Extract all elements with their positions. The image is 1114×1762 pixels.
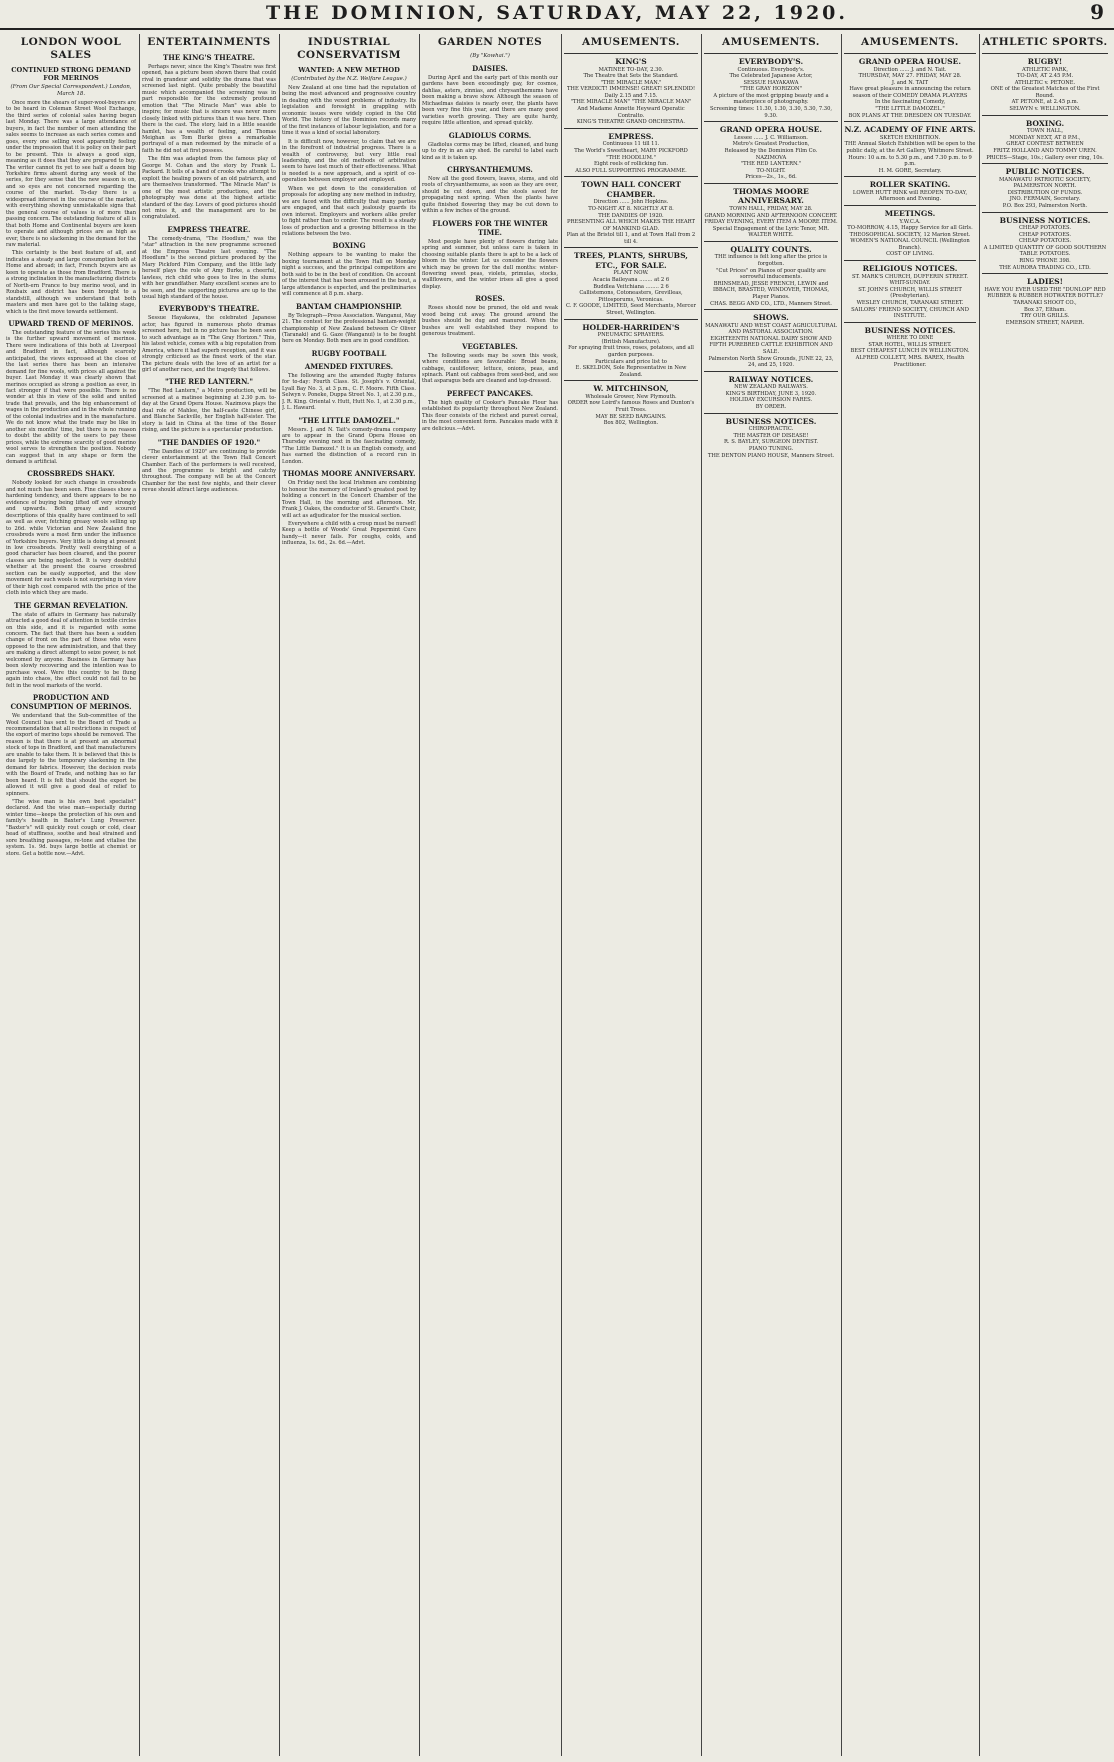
ad-line: CHIROPRACTIC. bbox=[748, 426, 794, 433]
ad-heading: KING'S bbox=[615, 57, 647, 66]
ad-line: Plan at the Bristol till 1, and at Town Hall from 2 till 4. bbox=[566, 232, 696, 245]
column-byline: (By "Kowhai.") bbox=[470, 53, 510, 59]
ad-line: ALFRED COLLETT, MRS. BAREX, Health Practitioner. bbox=[855, 355, 965, 368]
ad-line: FRITZ HOLLAND AND TOMMY UREN. bbox=[993, 147, 1097, 154]
column-amuse3 bbox=[844, 34, 976, 1756]
ad-line: E. SKELDON, Sole Representative in New Zealand. bbox=[575, 365, 687, 378]
ad-line: MATINEE TO-DAY, 2.30. bbox=[598, 66, 664, 73]
ad-heading: THOMAS MOORE ANNIVERSARY. bbox=[733, 186, 809, 206]
ad-line: THURSDAY, MAY 27. FRIDAY, MAY 28. bbox=[858, 73, 962, 80]
ad-line: NEW ZEALAND RAILWAYS. bbox=[734, 384, 808, 391]
column-heading: AMUSEMENTS. bbox=[861, 36, 959, 48]
section-heading: GLADIOLUS CORMS. bbox=[448, 130, 532, 140]
ad-line: H. M. GORE, Secretary. bbox=[878, 167, 942, 174]
ad-line: TO-NIGHT. bbox=[756, 167, 786, 174]
column-garden bbox=[422, 34, 558, 1756]
advertisement bbox=[564, 247, 698, 318]
ad-line: Y.W.C.A. bbox=[899, 218, 921, 225]
section-heading: CHRYSANTHEMUMS. bbox=[447, 164, 533, 174]
ad-line: "THE MIRACLE MAN." bbox=[600, 79, 662, 86]
article-paragraph: This certainty is the best feature of all, and indicates a steady and large consumption both at Home and abroad; in fact, French buyers are as keen to operate as those from Bradford. There is a strong inclination in the manufacturing districts of North-ern France to buy merino wool, and in Roubaix and district has been brought to a standstill, although we understand that both masters and men have got to the talking stage, which is the first move towards settlement. bbox=[6, 250, 136, 315]
ad-line: WHERE TO DINE bbox=[886, 335, 934, 342]
ad-line: Callistemons, Cotoneasters, Grevilleas, Pittosporums, Veronicas. bbox=[579, 290, 683, 303]
column-ent bbox=[142, 34, 276, 1756]
ad-line: TOWN HALL, bbox=[1026, 128, 1064, 135]
section-heading: "THE RED LANTERN." bbox=[164, 377, 254, 387]
ad-line: Lessee ...... J. C. Williamson. bbox=[734, 134, 808, 141]
advertisement bbox=[704, 183, 838, 241]
ad-heading: SHOWS. bbox=[753, 313, 789, 323]
masthead bbox=[0, 0, 1114, 30]
ad-line: "THE LITTLE DAMOZEL." bbox=[875, 106, 945, 113]
ad-line: TO-MORROW, 4.15, Happy Service for all Girls. bbox=[847, 225, 973, 232]
article-paragraph: When we get down to the consideration of proposals for adopting any new method in industry, we are faced with the difficulty that many parties are engaged, and that each jealously guards its own interest. Employers and workers alike prefer to fight rather than to confer. The result is a steady loss of production and a growing bitterness in the relations between the two. bbox=[282, 185, 416, 237]
ad-line: KING'S THEATRE GRAND ORCHESTRA. bbox=[576, 119, 686, 126]
ad-heading: EMPRESS. bbox=[608, 131, 654, 141]
column-rule bbox=[841, 34, 842, 1756]
ad-line: ATHLETIC v. PETONE. bbox=[1014, 79, 1076, 86]
advertisement bbox=[564, 53, 698, 128]
section-heading: CROSSBREDS SHAKY. bbox=[27, 469, 115, 479]
article-paragraph: Sessue Hayakawa, the celebrated Japanese actor, has figured in numerous photo dramas screened here, but in no picture has he been seen to such advantage as in "The Gray Horizon." This, his latest vehicle, comes with a big reputation from America, where it had superb reception, and it was strongly criticised as the finest work of the star. The picture deals with the love of an artist for a girl of another race, and the tragedy that follows. bbox=[142, 315, 276, 374]
article-paragraph: "The Dandies of 1920" are continuing to provide clever entertainment at the Town Hall Concert Chamber. Each of the performers is well received, and the programme is bright and catchy throughout. The company will be at the Concert Chamber for the next few nights, and their clever revue should attract large audiences. bbox=[142, 448, 276, 494]
ad-line: ST. MARK'S CHURCH, DUFFERIN STREET. bbox=[851, 273, 969, 280]
ad-line: Buddlea Veitchiana ........ 2 6 bbox=[593, 283, 669, 290]
advertisement bbox=[844, 53, 976, 121]
advertisement bbox=[982, 53, 1108, 115]
article-paragraph: Most people have plenty of flowers during late spring and summer, but unless care is taken in choosing suitable plants there is apt to be a lack of bloom in the winter. Let us consider the flowers which may be grown for the dull months: winter-flowering sweet peas, violets, primulas, stocks, wallflowers, and the winter irises all give a good display. bbox=[422, 238, 558, 290]
advertisement bbox=[564, 319, 698, 381]
column-amuse2 bbox=[704, 34, 838, 1756]
ad-line: Continuous 11 till 11. bbox=[602, 141, 660, 148]
advertisement bbox=[982, 115, 1108, 163]
ad-line: Direction ...... John Hopkins. bbox=[593, 199, 669, 206]
ad-line: WESLEY CHURCH, TARANAKI STREET. bbox=[856, 299, 964, 306]
ad-line: For spraying fruit trees, roses, potatoes, and all garden purposes. bbox=[568, 345, 694, 358]
ad-line: NAZIMOVA bbox=[755, 154, 787, 161]
article-paragraph: Roses should now be pruned, the old and weak wood being cut away. The ground around the bushes should be dug and manured. When the bushes are well established they respond to generous treatment. bbox=[422, 305, 558, 338]
article-paragraph: The following seeds may be sown this week, where conditions are favourable: Broad beans, cabbage, cauliflower, lettuce, onions, peas, and spinach. Plant out cabbages from seed-bed, and see that asparagus beds are cleaned and top-dressed. bbox=[422, 352, 558, 385]
section-heading: EMPRESS THEATRE. bbox=[167, 224, 251, 234]
article-paragraph: The film was adapted from the famous play of George M. Cohan and the story by Frank L. Packard. It tells of a band of crooks who attempt to exploit the healing powers of an old patriarch, and are themselves transformed. "The Miracle Man" is one of the most artistic productions, and the photography was done at the highest artistic standard of the day. Lovers of good pictures should not miss it, and the management are to be congratulated. bbox=[142, 156, 276, 221]
ad-line: TOWN HALL, FRIDAY, MAY 28. bbox=[729, 205, 813, 212]
ad-heading: TOWN HALL CONCERT CHAMBER. bbox=[580, 180, 682, 199]
column-rule bbox=[701, 34, 702, 1756]
ad-heading: RELIGIOUS NOTICES. bbox=[862, 264, 958, 274]
column-wool bbox=[6, 34, 136, 1756]
section-heading: EVERYBODY'S THEATRE. bbox=[158, 304, 260, 314]
advertisement bbox=[564, 380, 698, 428]
ad-line: MANAWATU PATRIOTIC SOCIETY, PALMERSTON NORTH. bbox=[999, 176, 1091, 190]
ad-heading: BUSINESS NOTICES. bbox=[999, 215, 1091, 225]
article-paragraph: The state of affairs in Germany has naturally attracted a good deal of attention in textile circles on this side, and it is regarded with some concern. The fact that there has been a sudden change of front on the part of those who were opposed to the new administration, and that they are making a direct attempt to seize power, is not welcomed by anyone. Business in Germany has been slowly recovering and the intention was to purchase wool. Were this country to be flung again into chaos, the effect could not fail to be felt in the wool markets of the world. bbox=[6, 611, 136, 689]
section-heading: BOXING bbox=[332, 241, 366, 251]
advertisement bbox=[982, 163, 1108, 211]
advertisement bbox=[844, 121, 976, 176]
ad-line: Have great pleasure in announcing the return season of their COMEDY DRAMA PLAYERS bbox=[849, 86, 971, 99]
column-rule bbox=[419, 34, 420, 1756]
advertisement bbox=[982, 273, 1108, 328]
ad-line: SAILORS' FRIEND SOCIETY, CHURCH AND INSTITUTE. bbox=[851, 306, 969, 320]
article-paragraph: The outstanding feature of the series this week is the further upward movement of merinos. There were indications of this both at Liverpool and Bradford in fact, although scarcely anticipated, the views expressed at the close of the last series there has been an intensive demand for fine wools, with prices all against the buyer. Last Monday it was clearly shown that merinos occupied as strong a position as ever, in fact stronger if that were possible. There is no wonder at this in view of the solid and united trade that prevails, and the big enhancement of wages in the production and in the whole running of the colonial industries and in the manufacture. We do not know what the trade may be like in another six months' time, but there is no reason to doubt the ability of the users to pay these prices, while the extreme scarcity of good merino wool serves to strengthen the position. Nobody can suggest that in any shape or form the demand is artificial. bbox=[6, 329, 136, 466]
ad-line: Acacia Baileyana ........ at 2 6 bbox=[592, 277, 670, 284]
ad-heading: BOXING. bbox=[1025, 118, 1065, 128]
ad-line: LOWER HUTT RINK will REOPEN TO-DAY, Afternoon and Evening. bbox=[852, 189, 968, 203]
ad-heading: RAILWAY NOTICES. bbox=[728, 374, 814, 384]
ad-heading: RUGBY! bbox=[1027, 57, 1063, 66]
ad-line: PRICES—Stage, 10s.; Gallery over ring, 10s. bbox=[986, 154, 1104, 161]
ad-line: TARANAKI SHOOT CO., bbox=[1013, 299, 1077, 306]
ad-line: WOMEN'S NATIONAL COUNCIL (Wellington Branch). bbox=[850, 238, 970, 251]
advertisement bbox=[704, 413, 838, 461]
ad-line: (British Manufacture). bbox=[601, 338, 661, 345]
advertisement bbox=[564, 176, 698, 247]
column-subheading: CONTINUED STRONG DEMAND FOR MERINOS bbox=[11, 66, 131, 82]
column-subheading: WANTED: A NEW METHOD bbox=[298, 66, 400, 74]
column-rule bbox=[279, 34, 280, 1756]
ad-line: J. and N. TAIT bbox=[891, 79, 929, 86]
ad-line: PNEUMATIC SPRAYERS. bbox=[597, 332, 665, 339]
ad-line: SESSUE HAYAKAWA bbox=[743, 79, 799, 86]
ad-heading: W. MITCHINSON, bbox=[593, 384, 669, 394]
ad-line: ORDER now Loird's famous Roses and Dunton's Fruit Trees. bbox=[567, 400, 695, 413]
ad-line: Wholesale Grower, New Plymouth. bbox=[585, 393, 677, 400]
ad-line: TO-DAY, AT 2.45 P.M. bbox=[1016, 73, 1074, 80]
ad-line: "THE HOODLUM." bbox=[606, 154, 656, 161]
column-heading: AMUSEMENTS. bbox=[582, 36, 680, 48]
ad-line: THE DANDIES OF 1920. bbox=[598, 212, 664, 219]
column-heading: LONDON WOOL SALES bbox=[20, 36, 122, 61]
ad-heading: EVERYBODY'S. bbox=[738, 57, 804, 66]
ad-line: Particulars and price list to bbox=[595, 358, 667, 365]
ad-line: Released by the Dominion Film Co. bbox=[724, 147, 818, 154]
ad-line: FRIDAY EVENING, EVERY ITEM A MOORE ITEM. bbox=[704, 219, 838, 226]
ad-line: "Cut Prices" on Pianos of poor quality are sorrowful inducements. bbox=[716, 267, 826, 281]
ad-line: THE influence is felt long after the price is forgotten. bbox=[714, 254, 828, 267]
ad-heading: BUSINESS NOTICES. bbox=[864, 325, 956, 335]
section-heading: RUGBY FOOTBALL bbox=[311, 348, 387, 358]
ad-line: THE MASTER OF DISEASE! bbox=[733, 432, 809, 439]
article-paragraph: We understand that the Sub-committee of the Wool Council has sent to the Board of Trade a recommendation that all restrictions in respect of the export of merino tops should be removed. The reason is that there is at present an abnormal stock of tops in Bradford, and that manufacturers are unable to take them. It is believed that this is due largely to the temporary slackening in the demand for fabrics. However, the decision rests with the Board of Trade, and nothing has so far been heard. It is felt that should the export be allowed it will give a good deal of relief to spinners. bbox=[6, 713, 136, 797]
ad-line: The Theatre that Sets the Standard. bbox=[583, 73, 679, 80]
ad-line: P.O. Box 293, Palmerston North. bbox=[1002, 203, 1088, 209]
section-heading: DAISIES. bbox=[472, 64, 508, 73]
column-byline: (Contributed by the N.Z. Welfare League.) bbox=[291, 76, 407, 82]
ad-line: In the fascinating Comedy, bbox=[874, 99, 946, 106]
ad-line: ST. JOHN'S CHURCH, WILLIS STREET (Presbyterian). bbox=[858, 286, 962, 300]
ad-heading: ROLLER SKATING. bbox=[869, 180, 951, 190]
ad-line: CHAS. BEGG AND CO., LTD., Manners Street. bbox=[710, 300, 832, 307]
ad-heading: N.Z. ACADEMY OF FINE ARTS. bbox=[844, 125, 976, 135]
ad-heading: PUBLIC NOTICES. bbox=[1005, 167, 1085, 177]
ad-line: THE DENTON PIANO HOUSE, Manners Street. bbox=[707, 452, 835, 459]
column-rule bbox=[561, 34, 562, 1756]
ad-line: Direction ...... J. and N. Tait. bbox=[873, 66, 947, 73]
ad-line: The World's Sweetheart, MARY PICKFORD bbox=[574, 147, 688, 154]
article-paragraph: During April and the early part of this month our gardens have been exceedingly gay, for cosmos, dahlias, asters, zinnias, and chrysanthemums have been making a brave show. Although the season of Michaelmas daisies is nearly over, the plants have been very fine this year, and there are many good varieties worth growing. They are quite hardy, require little attention, and spread quickly. bbox=[422, 75, 558, 127]
column-amuse1 bbox=[564, 34, 698, 1756]
ad-line: PRESENTING ALL WHICH MAKES THE HEART OF MANKIND GLAD. bbox=[567, 219, 695, 232]
ad-line: A picture of the most gripping beauty and a masterpiece of photography. bbox=[713, 92, 829, 106]
ad-line: "THE MIRACLE MAN" "THE MIRACLE MAN" bbox=[570, 99, 692, 106]
column-heading: GARDEN NOTES bbox=[437, 36, 543, 48]
ad-heading: QUALITY COUNTS. bbox=[730, 244, 812, 254]
article-paragraph: Nobody looked for such change in crossbreds and not much has been seen. Fine classes show a hardening tendency, and there appears to be no evidence of buying being lifted off very strongly and upwards. Both greasy and scoured descriptions of this quality have continued to sell as well as ever, fetching greasy wools selling up to 26d. while Victorian and New Zealand fine crossbreds were a most firm under the influence of Yorkshire buyers. Very little is doing at present in low crossbreds. Pretty well everything of a good character has been cleared, and the poorer classes are being neglected. It is very doubtful whether at the present the coarse crossbred section can be easily supported, and the slow movement for such wools is not surprising in view of their high cost compared with the price of the cloth into which they are made. bbox=[6, 480, 136, 597]
ad-line: PIANO TUNING. bbox=[748, 445, 794, 452]
ad-line: THEOSOPHICAL SOCIETY, 12 Marion Street. bbox=[849, 231, 971, 238]
ad-line: ATHLETIC PARK, bbox=[1022, 66, 1068, 73]
column-rule bbox=[139, 34, 140, 1756]
advertisement bbox=[844, 260, 976, 322]
advertisement bbox=[844, 205, 976, 260]
article-paragraph: Everywhere a child with a croup must be nursed! Keep a bottle of Woods' Great Peppermint Cure handy—it never fails. For coughs, colds, and influenza, 1s. 6d., 2s. 6d.—Advt. bbox=[282, 521, 416, 547]
ad-line: Palmerston North Show Grounds, JUNE 22, 23, 24, and 25, 1920. bbox=[708, 355, 834, 369]
column-heading: AMUSEMENTS. bbox=[722, 36, 820, 48]
advertisement bbox=[704, 121, 838, 183]
section-heading: THE KING'S THEATRE. bbox=[163, 53, 255, 62]
ad-line: HAVE YOU EVER USED THE "DUNLOP" RED RUBBER & RUBBER HOTWATER BOTTLE? bbox=[984, 286, 1106, 300]
advertisement bbox=[844, 322, 976, 370]
section-heading: THOMAS MOORE ANNIVERSARY. bbox=[282, 469, 416, 479]
ad-line: SELWYN v. WELLINGTON. bbox=[1009, 106, 1081, 113]
article-paragraph: By Telegraph—Press Association. Wanganui, May 21. The contest for the professional bantam-weight championship of New Zealand between Cr Oliver (Taranaki) and G. Gaze (Wanganui) is to be fought here on Monday. Both men are in good condition. bbox=[282, 312, 416, 345]
ad-line: And Madame Annette Heyward Operatic Contralto. bbox=[577, 106, 685, 119]
article-paragraph: Nothing appears to be wanting to make the boxing tournament at the Town Hall on Monday night a success, and the principal competitors are both said to be in the best of condition. On account of the interest that has been aroused in the bout, a large attendance is expected, and the preliminaries will commence at 8 p.m. sharp. bbox=[282, 252, 416, 298]
ad-line: A LIMITED QUANTITY OF GOOD SOUTHERN TABLE POTATOES. bbox=[983, 244, 1107, 258]
column-rule bbox=[979, 34, 980, 1756]
ad-heading: LADIES! bbox=[1027, 277, 1063, 287]
ad-line: TO-NIGHT AT 8. NIGHTLY AT 8. bbox=[588, 205, 674, 212]
section-heading: "THE LITTLE DAMOZEL." bbox=[298, 415, 400, 425]
ad-line: ALSO FULL SUPPORTING PROGRAMME. bbox=[575, 167, 687, 174]
article-paragraph: It is difficult now, however, to claim that we are in the forefront of industrial progress. There is a wealth of controversy, but very little real leadership, and the old methods of arbitration seem to have lost much of their effectiveness. What is needed is a new approach, and a spirit of co-operation between employer and employed. bbox=[282, 138, 416, 184]
advertisement bbox=[704, 371, 838, 413]
ad-line: GREAT CONTEST BETWEEN bbox=[1006, 141, 1084, 148]
column-sports bbox=[982, 34, 1108, 1756]
article-paragraph: "The wise man is his own best specialist" declared. And the wise man—especially during winter time—keeps the protection of his own and family's health in Baxter's Lung Preserver. "Baxter's" will quickly rout cough or cold, clear head of stuffiness, soothe and heal strained and sore breathing passages, re-tone and vitalise the system. 1s. 9d. buys large bottle at chemist or store. Get a bottle now.—Advt. bbox=[6, 798, 136, 857]
ad-line: MAY BE SEED BARGAINS. bbox=[595, 413, 667, 420]
ad-line: BEST CHEAPEST LUNCH IN WELLINGTON. bbox=[850, 348, 970, 355]
ad-line: MANAWATU AND WEST COAST AGRICULTURAL AND PASTORAL ASSOCIATION. bbox=[705, 322, 837, 336]
advertisement bbox=[564, 128, 698, 176]
section-heading: ROSES. bbox=[475, 294, 505, 304]
article-paragraph: The comedy-drama, "The Hoodlum," was the "star" attraction in the new programme screened at the Empress Theatre last evening. "The Hoodlum" is the second picture produced by the Mary Pickford Film Company, and the little lady herself plays the role of Amy Burke, a cheerful, lawless, rich child who goes to live in the slums with her grandfather. Many excellent scenes are to be seen, and the supporting pictures are up to the usual high standard of the house. bbox=[142, 235, 276, 300]
ad-line: Metro's Greatest Production, bbox=[732, 141, 810, 148]
ad-line: SKETCH EXHIBITION. bbox=[879, 134, 941, 141]
ad-line: RING 'PHONE 398. bbox=[1019, 258, 1071, 265]
article-paragraph: Messrs. J. and N. Tait's comedy-drama company are to appear in the Grand Opera House on Thursday evening next in the fascinating comedy, "The Little Damozel." It is an English comedy, and has earned the distinction of a record run in London. bbox=[282, 426, 416, 465]
section-heading: AMENDED FIXTURES. bbox=[304, 361, 394, 371]
ad-line: WHIT-SUNDAY. bbox=[889, 280, 931, 287]
ad-heading: HOLDER-HARRIDEN'S bbox=[582, 322, 680, 332]
column-heading: ENTERTAINMENTS bbox=[147, 36, 271, 48]
ad-line: Eight reels of rollicking fun. bbox=[594, 161, 668, 168]
advertisement bbox=[704, 309, 838, 371]
ad-line: Screening times: 11.30, 1.30, 3.30, 5.30, 7.30, 9.30. bbox=[709, 106, 833, 119]
ad-line: Special Engagement of the Lyric Tenor, MR. WALTER WHITE. bbox=[712, 225, 830, 239]
column-heading: ATHLETIC SPORTS. bbox=[982, 36, 1108, 48]
ad-line: HOLIDAY EXCURSION FARES. bbox=[729, 397, 813, 404]
ad-heading: GRAND OPERA HOUSE. bbox=[858, 57, 962, 66]
ad-line: Box 37, Eltham. bbox=[1024, 306, 1066, 313]
column-heading: INDUSTRIAL CONSERVATISM bbox=[297, 36, 401, 61]
article-paragraph: The high quality of Cooker's Pancake Flour has established its popularity throughout New Zealand. This flour consists of the richest and purest cereal, in the most convenient form. Pancakes made with it are delicious.—Advt. bbox=[422, 399, 558, 432]
section-heading: BANTAM CHAMPIONSHIP. bbox=[295, 301, 403, 311]
ad-line: PLANT NOW. bbox=[613, 270, 649, 277]
ad-line: Hours: 10 a.m. to 5.30 p.m., and 7.30 p.m. to 9 p.m. bbox=[848, 154, 972, 168]
ad-heading: GRAND OPERA HOUSE. bbox=[719, 125, 823, 135]
ad-line: ONE of the Greatest Matches of the First Round. bbox=[990, 86, 1100, 99]
ad-line: The Celebrated Japanese Actor, bbox=[729, 73, 813, 80]
article-paragraph: The following are the amended Rugby fixtures for to-day: Fourth Class. St. Joseph's v. Oriental, Lyall Bay No. 3, at 3 p.m., C. F. Moore. Fifth Class. Selwyn v. Poneke, Duppa Street No. 1, at 2.30 p.m., J. R. King. Oriental v. Hutt, Hutt No. 1, at 2.30 p.m., J. L. Haward. bbox=[282, 372, 416, 412]
article-paragraph: Gladiolus corms may be lifted, cleaned, and hung up to dry in an airy shed. Be careful to label each kind as it is taken up. bbox=[422, 141, 558, 161]
section-heading: PRODUCTION AND CONSUMPTION OF MERINOS. bbox=[10, 693, 132, 712]
section-heading: PERFECT PANCAKES. bbox=[446, 388, 534, 398]
ad-line: AT PETONE, at 2.45 p.m. bbox=[1011, 99, 1079, 106]
advertisement bbox=[704, 53, 838, 121]
ad-line: Daily 2.15 and 7.15. bbox=[604, 92, 658, 99]
ad-line: R. S. BAYLEY, SURGEON DENTIST. bbox=[723, 439, 819, 446]
page-number: 9 bbox=[1090, 0, 1104, 24]
ad-line: JNO. FERMAIN, Secretary. bbox=[1009, 196, 1081, 203]
ad-line: GRAND MORNING AND AFTERNOON CONCERT. bbox=[704, 212, 838, 219]
article-paragraph: On Friday next the local Irishmen are combining to honour the memory of Ireland's greatest poet by holding a concert in the Concert Chamber of the Town Hall, in the morning and afternoon. Mr. Frank J. Oakes, the conductor of St. Gerard's Choir, will act as adjudicator for the musical section. bbox=[282, 480, 416, 519]
ad-line: THE Annual Sketch Exhibition will be open to the public daily, at the Art Gallery, Whitmore Street. bbox=[844, 141, 976, 154]
article-paragraph: Perhaps never, since the King's Theatre was first opened, has a picture been shown there that could rival in grandeur and solidity the drama that was screened last night. Quite probably the beautiful music which accompanied the screening was in part responsible for the extremely profound emotion that "The Miracle Man" was able to inspire; for music that is sincere was never more closely linked with pictures than it was here. Then there is the cast. The story, laid in a little seaside hamlet, has a wealth of feeling, and Thomas Meighan as Tom Burke gives a remarkable portrayal of a man redeemed by the miracle of a faith he did not at first possess. bbox=[142, 64, 276, 154]
ad-line: TRY OUR GRILLS. bbox=[1020, 313, 1070, 320]
ad-line: THE AURORA TRADING CO., LTD. bbox=[999, 264, 1091, 271]
ad-line: Box 802, Wellington. bbox=[603, 420, 659, 427]
ad-line: COST OF LIVING. bbox=[886, 251, 934, 258]
ad-line: EIGHTEENTH NATIONAL DAIRY SHOW AND FIFTH PUREBRED CATTLE EXHIBITION AND SALE. bbox=[709, 335, 833, 355]
section-heading: THE GERMAN REVELATION. bbox=[14, 600, 128, 610]
advertisement bbox=[844, 176, 976, 205]
ad-line: THE VERDICT! IMMENSE! GREAT! SPLENDID! bbox=[566, 86, 696, 93]
section-heading: VEGETABLES. bbox=[462, 341, 518, 351]
ad-line: STAR HOTEL, WILLIS STREET. bbox=[868, 341, 952, 348]
section-heading: FLOWERS FOR THE WINTER TIME. bbox=[432, 218, 548, 237]
column-ind bbox=[282, 34, 416, 1756]
ad-line: BOX PLANS AT THE DRESDEN ON TUESDAY. bbox=[848, 112, 972, 119]
ad-line: DISTRIBUTION OF FUNDS. bbox=[1007, 189, 1083, 196]
ad-line: Prices—2s., 1s., 6d. bbox=[745, 174, 797, 181]
masthead-title: THE DOMINION, SATURDAY, MAY 22, 1920. bbox=[265, 2, 849, 24]
advertisement bbox=[704, 241, 838, 309]
ad-line: MONDAY NEXT, AT 8 P.M., bbox=[1009, 134, 1081, 141]
ad-line: CHEAP POTATOES. bbox=[1018, 238, 1072, 245]
ad-line: CHEAP POTATOES. bbox=[1018, 231, 1072, 238]
section-heading: UPWARD TREND OF MERINOS. bbox=[8, 318, 134, 328]
column-byline: (From Our Special Correspondent.) London, March 18. bbox=[10, 84, 132, 97]
article-paragraph: "The Red Lantern," a Metro production, will be screened at a matinee beginning at 2.30 p.m. to-day at the Grand Opera House. Nazimova plays the dual role of Mahlee, the half-caste Chinese girl, and Blanche Sackville, her English half-sister. The story is laid in China at the time of the Boxer rising, and the picture is a spectacular production. bbox=[142, 388, 276, 434]
ad-line: Continuous. Everybody's. bbox=[737, 66, 805, 73]
ad-line: KING'S BIRTHDAY, JUNE 3, 1920. bbox=[725, 390, 817, 397]
ad-line: "THE GRAY HORIZON" bbox=[740, 86, 802, 93]
ad-heading: BUSINESS NOTICES. bbox=[725, 416, 817, 426]
ad-line: C. F. GOODE, LIMITED, Seed Merchants, Mercer Street, Wellington. bbox=[565, 303, 696, 317]
ad-heading: TREES, PLANTS, SHRUBS, ETC., FOR SALE. bbox=[574, 251, 688, 270]
ad-line: EMERSON STREET, NAPIER. bbox=[1005, 319, 1085, 326]
ad-line: CHEAP POTATOES. bbox=[1018, 225, 1072, 232]
article-paragraph: Now all the good flowers, leaves, stems, and old roots of chrysanthemums, as soon as they are over, should be cut down, and the stools saved for propagating next spring. When the plants have quite finished flowering they may be cut down to within a few inches of the ground. bbox=[422, 175, 558, 215]
ad-line: "THE RED LANTERN." bbox=[740, 161, 802, 168]
article-paragraph: Once more the shears of super-wool-buyers are to be heard in Coleman Street Wool Exchange, the third series of colonial sales having begun last Monday. There was a large attendance of buyers, in fact the number of men attending the sales seems to increase as each series comes and goes, every one selling wool apparently feeling under the impression that it is policy on their part to be present. This is always a good sign, meaning as it does that they are prepared to buy. The writer cannot fix yet to see half a dozen big Yorkshire firms absent during any week of the series, for they sense that the new season is on, and so eyes are not concerned regarding the course of the market. To-day there is a widespread interest in the course of the market, with everything showing unmistakable signs that the general course of values is of more than passing concern. The outstanding feature of all is that both Home and Continental buyers are keen to operate and although prices are as high as ever, there is no slackening in the demand for the raw material. bbox=[6, 100, 136, 248]
ad-heading: MEETINGS. bbox=[884, 209, 936, 218]
ad-line: BRINSMEAD, JESSE FRENCH, LEWIN and IBBACH, BRASTED, WINDOVER, THOMAS, Player Pianos. bbox=[712, 280, 830, 300]
section-heading: "THE DANDIES OF 1920." bbox=[157, 437, 261, 447]
ad-line: BY ORDER. bbox=[755, 404, 787, 411]
article-paragraph: New Zealand at one time had the reputation of being the most advanced and progressive country in dealing with the vexed problems of industry. Its legislation and foresight in grappling with economic issues were widely copied in the Old World. The history of the Dominion records many of the first instances of labour legislation, and for a time it was a kind of social laboratory. bbox=[282, 85, 416, 137]
advertisement bbox=[982, 212, 1108, 274]
